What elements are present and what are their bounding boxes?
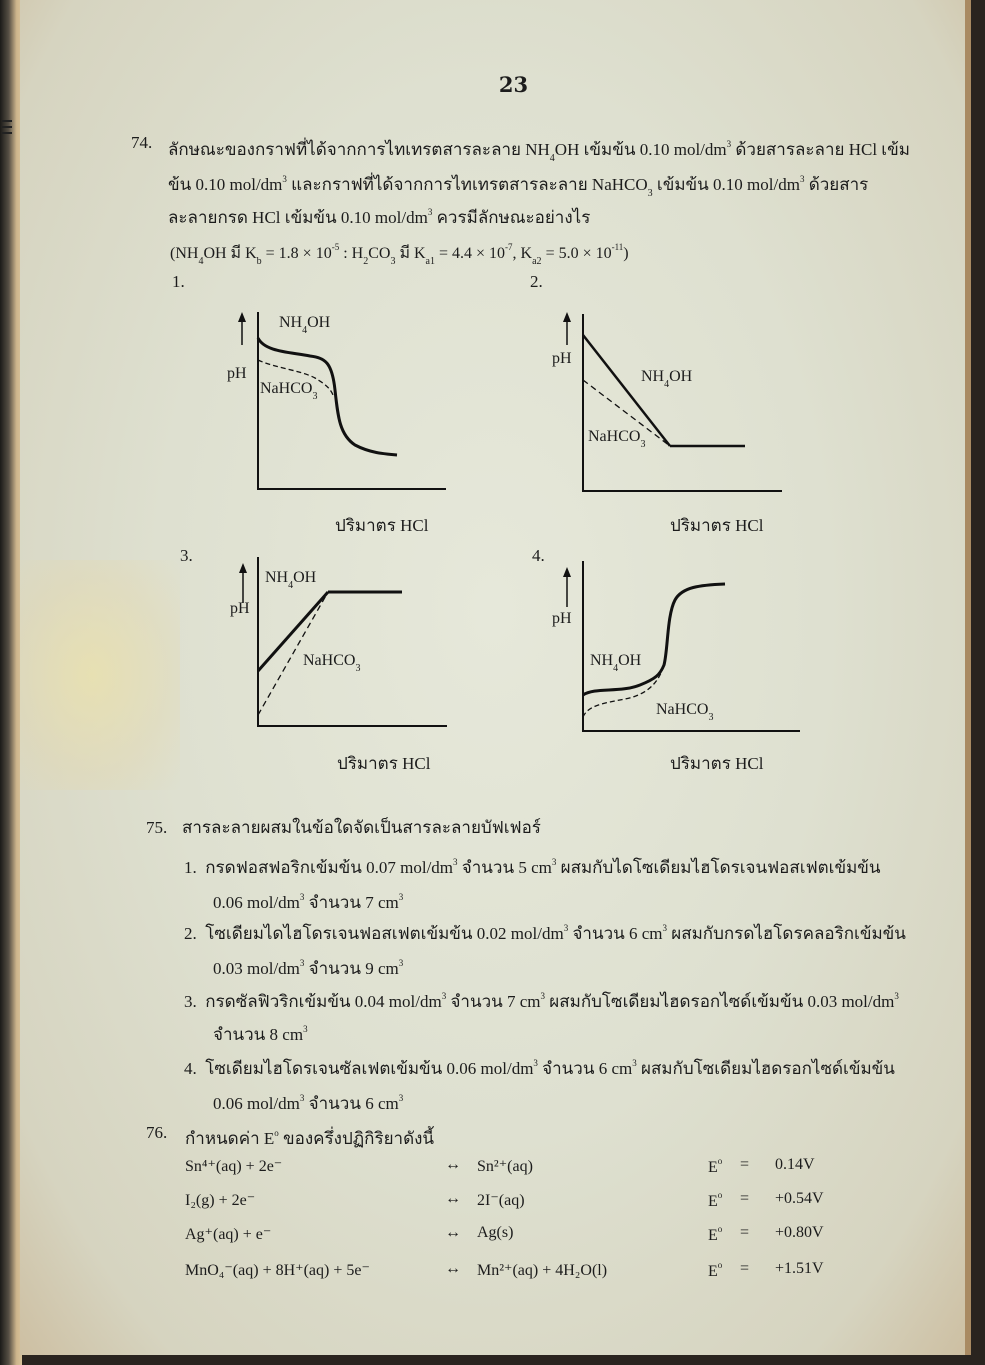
y-axis-label: pH xyxy=(227,365,247,382)
reaction-1-arrow: ↔ xyxy=(445,1156,461,1173)
nh4oh-curve xyxy=(583,584,725,695)
series-label-nh4oh: $NH_4OH$ xyxy=(279,314,331,336)
q74-option-1-label[interactable]: 1. xyxy=(172,272,185,291)
page-number: 23 xyxy=(498,72,529,97)
series-label-nahco3: NaHCO$_3$ xyxy=(588,428,646,450)
q75-question: สารละลายผสมในข้อใดจัดเป็นสารละลายบัฟเฟอร์ xyxy=(182,818,541,837)
graph-3-x-axis-label: ปริมาตร HCl xyxy=(337,754,431,773)
reaction-3-e-label: $E^o$ xyxy=(708,1224,723,1244)
reaction-3-arrow: ↔ xyxy=(445,1224,461,1241)
reaction-3-equals: = xyxy=(740,1224,750,1241)
q74-option-4-label[interactable]: 4. xyxy=(532,546,545,565)
reaction-2-e-label: $E^o$ xyxy=(708,1190,723,1210)
q76-question: กำหนดค่า $E^o$ ของครึ่งปฏิกิริยาดังนี้ xyxy=(185,1128,435,1148)
reaction-4-arrow: ↔ xyxy=(445,1260,461,1277)
reaction-2-arrow: ↔ xyxy=(445,1190,461,1207)
arrow-head-icon xyxy=(563,567,571,577)
q74-line-3: ละลายกรด HCl เข้มข้น 0.10 mol/$dm^3$ ควรมีลักษณะอย่างไร xyxy=(168,207,591,227)
graph-option-3[interactable] xyxy=(225,555,485,760)
q75-option-1[interactable]: 1. กรดฟอสฟอริกเข้มข้น 0.07 mol/$dm^3$ จำนวน 5 $cm^3$ ผสมกับไดโซเดียมไฮโดรเจนฟอสเฟตเข้มข้น xyxy=(184,857,881,877)
graph-option-4[interactable] xyxy=(550,555,810,760)
arrow-head-icon xyxy=(238,312,246,322)
q75-option-4[interactable]: 4. โซเดียมไฮโดรเจนซัลเฟตเข้มข้น 0.06 mol/$dm^3$ จำนวน 6 $cm^3$ ผสมกับโซเดียมไฮดรอกไซด์เข้มข้น xyxy=(184,1058,895,1078)
binding-mark xyxy=(2,126,12,128)
q75-option-1-cont: 0.06 mol/$dm^3$ จำนวน 7 $cm^3$ xyxy=(213,892,404,912)
series-label-nh4oh: $NH_4OH$ xyxy=(265,569,317,591)
reaction-2-potential: +0.54V xyxy=(775,1190,824,1207)
series-label-nh4oh: $NH_4OH$ xyxy=(641,368,693,390)
graph-4-x-axis-label: ปริมาตร HCl xyxy=(670,754,764,773)
arrow-head-icon xyxy=(239,563,247,573)
graph-1-x-axis-label: ปริมาตร HCl xyxy=(335,516,429,535)
series-label-nahco3: NaHCO$_3$ xyxy=(656,701,714,723)
graph-2-plot xyxy=(550,300,790,500)
reaction-2-left: I₂(g) + 2e⁻ xyxy=(185,1192,256,1209)
binding-mark xyxy=(2,120,12,122)
q75-option-2[interactable]: 2. โซเดียมไดไฮโดรเจนฟอสเฟตเข้มข้น 0.02 mol/$dm^3$ จำนวน 6 $cm^3$ ผสมกับกรดไฮโดรคลอริกเข้มข้น xyxy=(184,923,906,943)
q74-option-2-label[interactable]: 2. xyxy=(530,272,543,291)
reaction-1-equals: = xyxy=(740,1156,750,1173)
y-axis-label: pH xyxy=(552,350,572,367)
reaction-3-left: Ag⁺(aq) + e⁻ xyxy=(185,1226,272,1243)
reaction-1-potential: 0.14V xyxy=(775,1156,815,1173)
y-axis-label: pH xyxy=(552,610,572,627)
graph-1-plot xyxy=(220,300,460,500)
y-axis-label: pH xyxy=(230,600,250,617)
reaction-2-right: 2I⁻(aq) xyxy=(477,1192,525,1209)
reaction-4-equals: = xyxy=(740,1260,750,1277)
q74-line-2: ข้น 0.10 mol/$dm^3$ และกราฟที่ได้จากการไทเทรตสารละลาย NaHCO$_3$ เข้มข้น 0.10 mol/$dm^3$ ด้วยสาร xyxy=(168,174,869,199)
q74-line-1: ลักษณะของกราฟที่ได้จากการไทเทรตสารละลาย $NH_4OH$ เข้มข้น 0.10 mol/$dm^3$ ด้วยสารละลาย HCl เข้ม xyxy=(168,139,910,164)
binding-mark xyxy=(2,132,12,134)
book-binding xyxy=(0,0,22,1365)
question-number-76: 76. xyxy=(146,1123,168,1142)
graph-4-plot xyxy=(550,555,810,755)
q74-option-3-label[interactable]: 3. xyxy=(180,546,193,565)
reaction-4-left: MnO₄⁻(aq) + 8H⁺(aq) + 5e⁻ xyxy=(185,1262,370,1279)
graph-2-x-axis-label: ปริมาตร HCl xyxy=(670,516,764,535)
reaction-4-potential: +1.51V xyxy=(775,1260,824,1277)
q74-constants-line: ($NH_4OH$ มี $K_b = 1.8 \times 10^{-5}$ : $H_2CO_3$ มี $K_{a1} = 4.4 \times 10^{-7}$, $K_{a2} = 5.0 \times 10^{-11}$) xyxy=(170,242,629,267)
q75-option-3-cont: จำนวน 8 $cm^3$ xyxy=(213,1024,308,1044)
light-glare xyxy=(20,560,180,790)
graph-option-1[interactable] xyxy=(220,300,460,505)
series-label-nahco3: NaHCO$_3$ xyxy=(260,380,318,402)
question-number-75: 75. xyxy=(146,818,168,837)
question-number-74: 74. xyxy=(131,133,153,152)
q75-option-2-cont: 0.03 mol/$dm^3$ จำนวน 9 $cm^3$ xyxy=(213,958,404,978)
graph-option-2[interactable] xyxy=(550,300,790,505)
series-label-nahco3: NaHCO$_3$ xyxy=(303,652,361,674)
reaction-3-right: Ag(s) xyxy=(477,1224,514,1241)
q75-option-3[interactable]: 3. กรดซัลฟิวริกเข้มข้น 0.04 mol/$dm^3$ จำนวน 7 $cm^3$ ผสมกับโซเดียมไฮดรอกไซด์เข้มข้น 0.03 mol/$dm^3$ xyxy=(184,991,899,1011)
reaction-3-potential: +0.80V xyxy=(775,1224,824,1241)
reaction-1-right: Sn²⁺(aq) xyxy=(477,1158,533,1175)
reaction-4-e-label: $E^o$ xyxy=(708,1260,723,1280)
reaction-1-left: Sn⁴⁺(aq) + 2e⁻ xyxy=(185,1158,283,1175)
arrow-head-icon xyxy=(563,312,571,322)
reaction-1-e-label: $E^o$ xyxy=(708,1156,723,1176)
reaction-4-right: Mn²⁺(aq) + 4H₂O(l) xyxy=(477,1262,608,1279)
q75-option-4-cont: 0.06 mol/$dm^3$ จำนวน 6 $cm^3$ xyxy=(213,1093,404,1113)
series-label-nh4oh: $NH_4OH$ xyxy=(590,652,642,674)
reaction-2-equals: = xyxy=(740,1190,750,1207)
